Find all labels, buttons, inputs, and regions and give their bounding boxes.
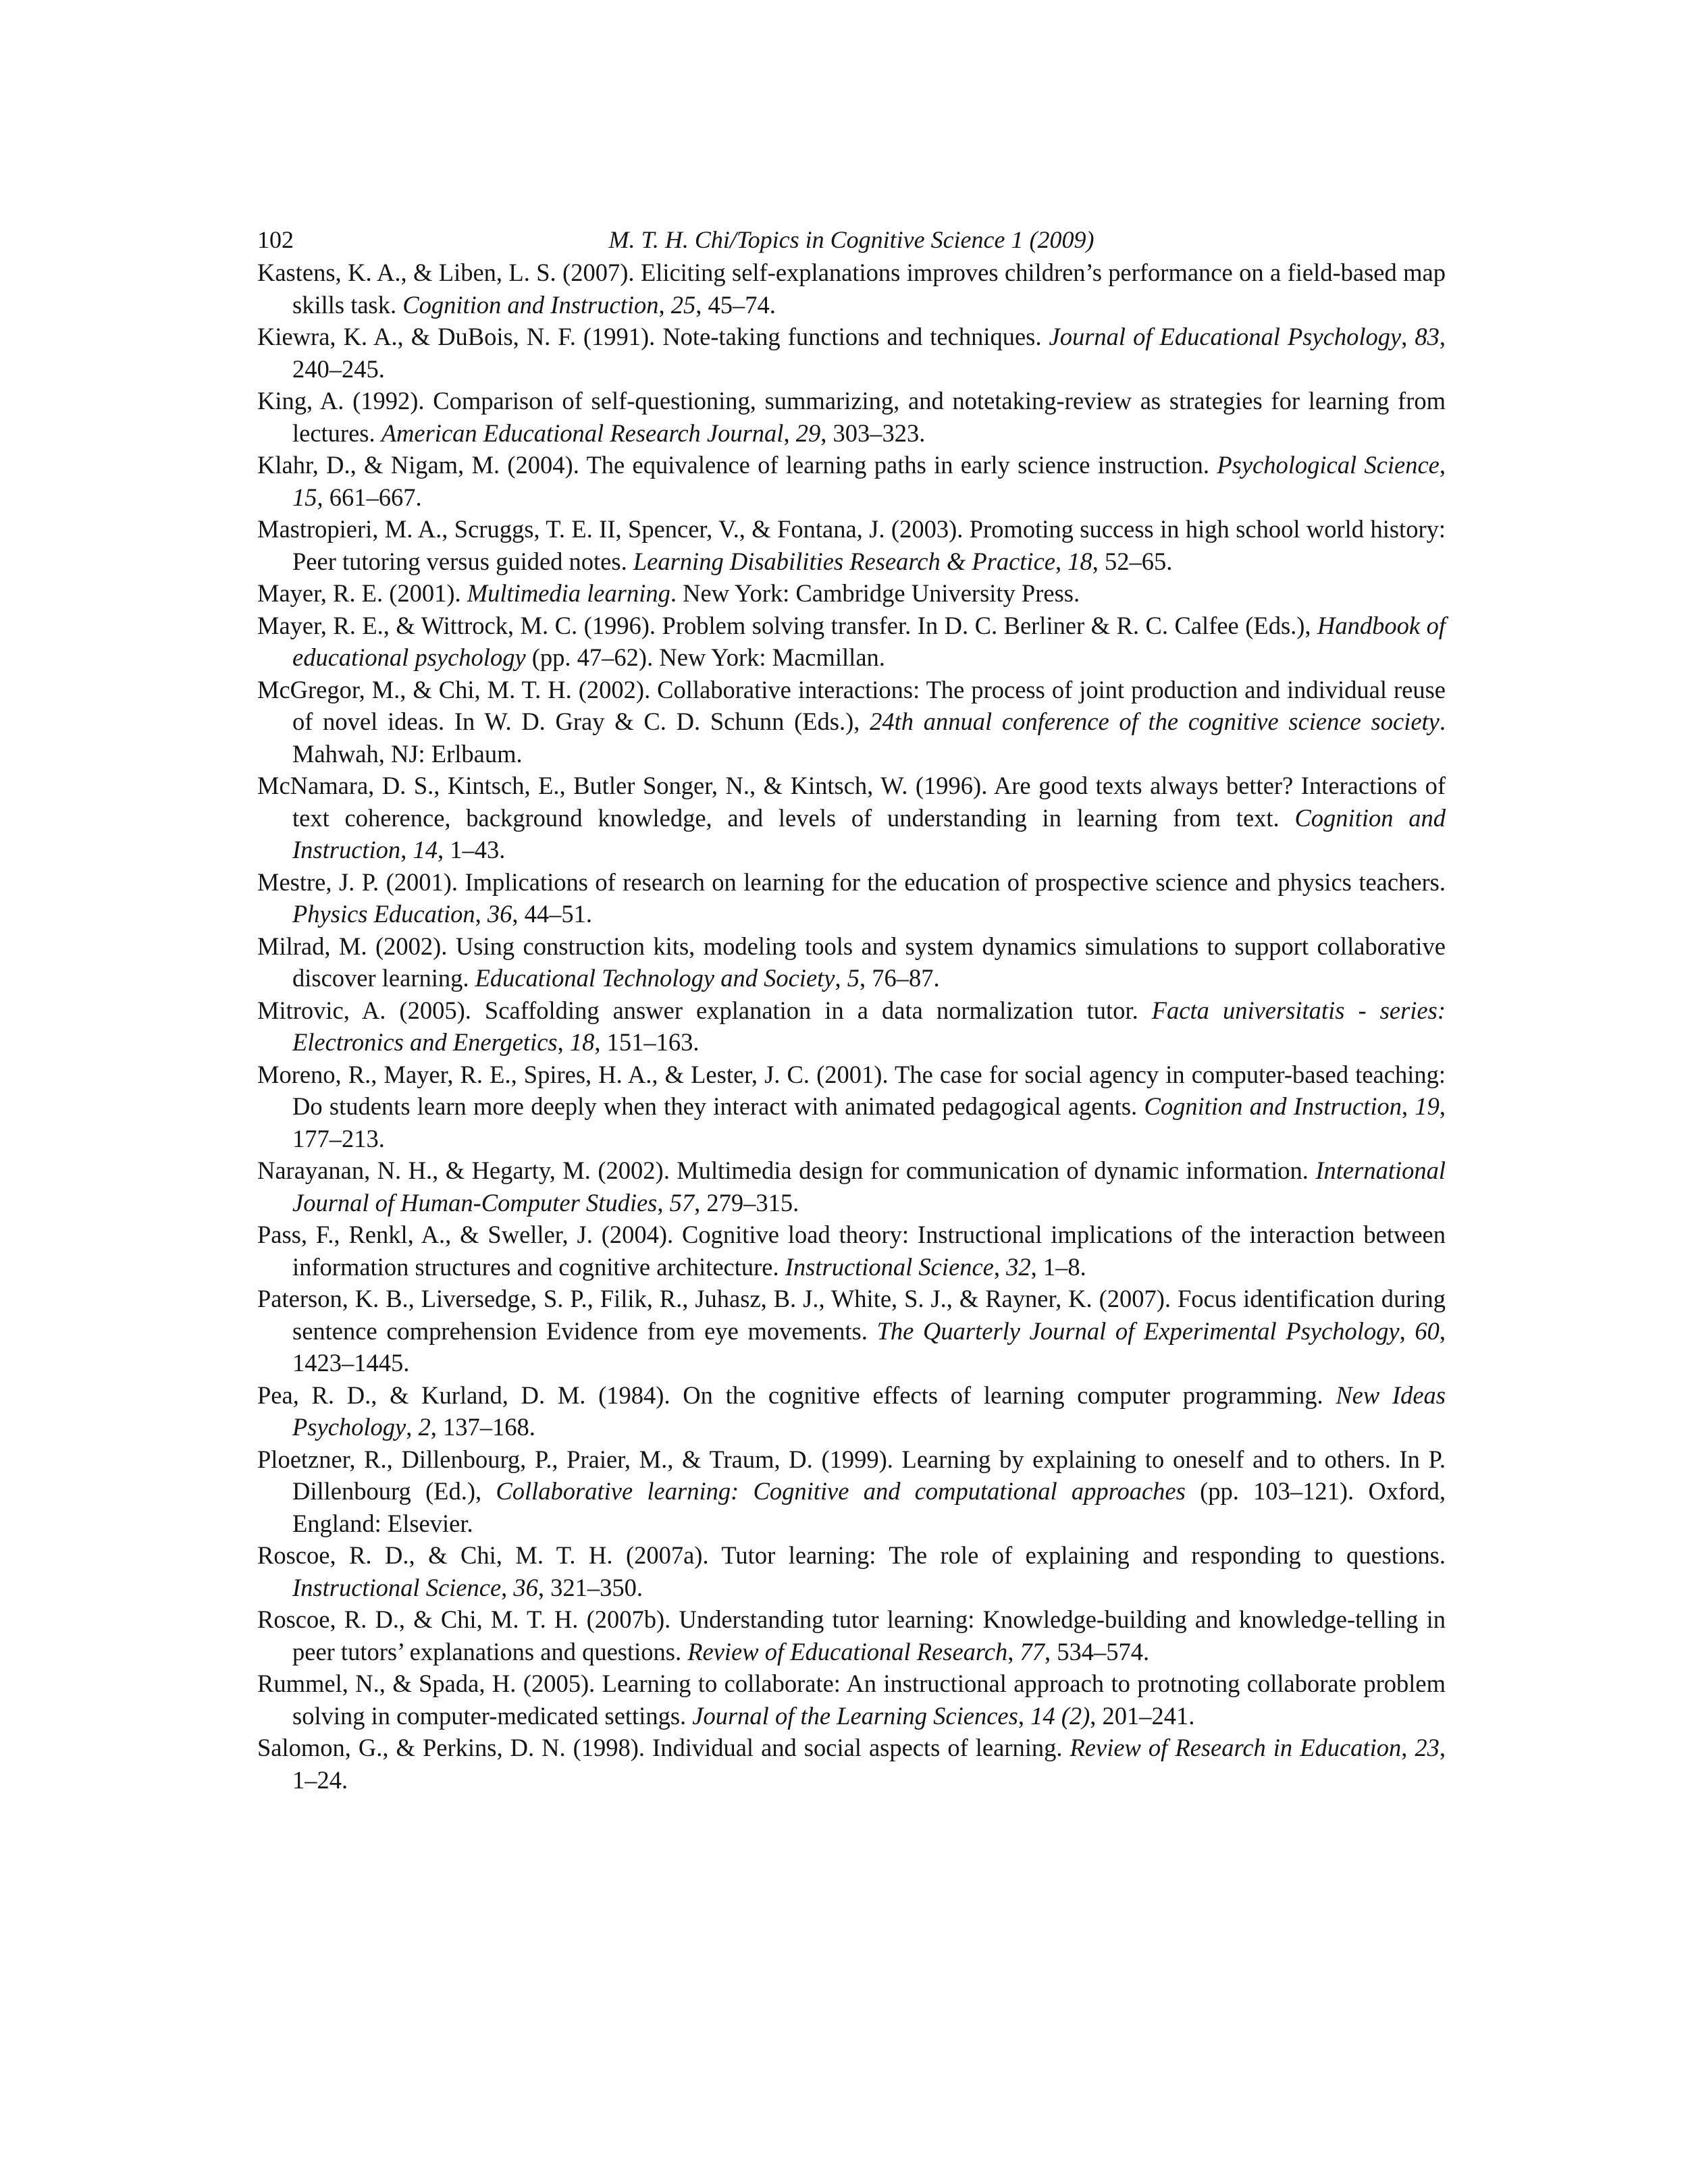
reference-volume: 15 <box>292 483 317 511</box>
reference-details: , 151–163. <box>594 1028 700 1056</box>
reference-text: Roscoe, R. D., & Chi, M. T. H. (2007a). Tutor learning: The role of explaining and responding to questions. <box>257 1541 1446 1569</box>
reference-source-title: Review of Educational Research <box>687 1637 1008 1666</box>
reference-entry <box>257 1283 1446 1379</box>
reference-entry <box>257 385 1446 449</box>
reference-entry <box>257 513 1446 577</box>
reference-volume: 2 <box>418 1413 431 1441</box>
reference-source-title: Educational Technology and Society <box>475 964 835 992</box>
reference-text: Pass, F., Renkl, A., & Sweller, J. (2004). Cognitive load theory: Instructional implications of the interaction between information structures and cognitive architecture. <box>257 1221 1446 1281</box>
reference-separator: , <box>1018 1701 1031 1730</box>
reference-separator: , <box>1439 451 1446 479</box>
reference-text: Mastropieri, M. A., Scruggs, T. E. II, Spencer, V., & Fontana, J. (2003). Promoting success in high school world history: Peer tutoring versus guided notes. <box>257 515 1446 575</box>
reference-separator: , <box>657 1188 670 1217</box>
reference-source-title: American Educational Research Journal <box>381 419 784 447</box>
reference-details: , 76–87. <box>860 964 940 992</box>
reference-entry <box>257 449 1446 513</box>
reference-volume: 14 (2) <box>1030 1701 1090 1730</box>
reference-source-title: The Quarterly Journal of Experimental Psychology <box>876 1316 1400 1345</box>
reference-entry <box>257 994 1446 1059</box>
reference-text: Roscoe, R. D., & Chi, M. T. H. (2007b). Understanding tutor learning: Knowledge-building and knowledge-telling in peer tutors’ explanations and questions. <box>257 1605 1446 1666</box>
reference-text: Kastens, K. A., & Liben, L. S. (2007). Eliciting self-explanations improves children’s performance on a field-based map skills task. <box>257 259 1446 319</box>
reference-text: Mayer, R. E., & Wittrock, M. C. (1996). Problem solving transfer. In D. C. Berliner & R. C. Calfee (Eds.), <box>257 611 1318 639</box>
reference-entry <box>257 930 1446 994</box>
reference-source-title: Learning Disabilities Research & Practice <box>633 547 1055 575</box>
reference-entry <box>257 1668 1446 1732</box>
reference-volume: 19 <box>1415 1092 1440 1120</box>
reference-text: Milrad, M. (2002). Using construction kits, modeling tools and system dynamics simulations to support collaborative discover learning. <box>257 932 1446 992</box>
reference-separator: , <box>993 1252 1007 1281</box>
reference-source-title: Cognition and Instruction <box>402 290 659 319</box>
reference-text: Mitrovic, A. (2005). Scaffolding answer explanation in a data normalization tutor. <box>257 996 1152 1024</box>
reference-volume: 18 <box>1067 547 1092 575</box>
reference-entry <box>257 1443 1446 1540</box>
reference-details: , 1–8. <box>1030 1252 1086 1281</box>
reference-source-title: Facta universitatis - series: Electronics and Energetics <box>292 996 1446 1056</box>
reference-details: . Mahwah, NJ: Erlbaum. <box>292 708 1446 768</box>
reference-text: McGregor, M., & Chi, M. T. H. (2002). Collaborative interactions: The process of joint production and individual reuse of novel ideas. In W. D. Gray & C. D. Schunn (Eds.), <box>257 675 1446 735</box>
reference-details: , 1423–1445. <box>292 1316 1446 1377</box>
reference-text: McNamara, D. S., Kintsch, E., Butler Songer, N., & Kintsch, W. (1996). Are good texts always better? Interactions of text coherence, background knowledge, and levels of understanding in learning from text. <box>257 772 1446 832</box>
reference-details: , 279–315. <box>694 1188 799 1217</box>
running-head <box>257 219 1446 260</box>
reference-details: , 240–245. <box>292 323 1446 383</box>
reference-separator: , <box>783 419 796 447</box>
reference-separator: , <box>1055 547 1068 575</box>
page-number: 102 <box>257 226 294 253</box>
reference-text: Mayer, R. E. (2001). <box>257 579 467 607</box>
reference-text: Pea, R. D., & Kurland, D. M. (1984). On the cognitive effects of learning computer programming. <box>257 1381 1336 1409</box>
reference-details: , 137–168. <box>430 1413 535 1441</box>
journal-title: M. T. H. Chi/Topics in Cognitive Science 1 (2009) <box>608 226 1094 253</box>
reference-entry <box>257 1603 1446 1668</box>
reference-entry <box>257 577 1446 610</box>
reference-volume: 18 <box>569 1028 595 1056</box>
reference-text: King, A. (1992). Comparison of self-questioning, summarizing, and notetaking-review as strategies for learning from lectures. <box>257 387 1446 447</box>
reference-source-title: Multimedia learning <box>467 579 670 607</box>
reference-separator: , <box>406 1413 419 1441</box>
reference-details: . New York: Cambridge University Press. <box>670 579 1080 607</box>
reference-text: Moreno, R., Mayer, R. E., Spires, H. A., & Lester, J. C. (2001). The case for social agency in computer-based teaching: Do students learn more deeply when they interact with animated pedagogical agents. <box>257 1060 1446 1120</box>
reference-source-title: Instructional Science <box>785 1252 994 1281</box>
reference-text: Paterson, K. B., Liversedge, S. P., Filik, R., Juhasz, B. J., White, S. J., & Rayner, K. (2007). Focus identification during sentence comprehension Evidence from eye movements. <box>257 1285 1446 1345</box>
reference-separator: , <box>1401 1734 1415 1761</box>
reference-entry <box>257 610 1446 674</box>
reference-details: , 661–667. <box>317 483 422 511</box>
reference-separator: , <box>501 1573 514 1601</box>
reference-source-title: 24th annual conference of the cognitive science society <box>870 708 1440 735</box>
reference-source-title: New Ideas Psychology <box>292 1381 1446 1441</box>
reference-details: , 52–65. <box>1092 547 1173 575</box>
reference-separator: , <box>1007 1637 1020 1666</box>
reference-text: Klahr, D., & Nigam, M. (2004). The equivalence of learning paths in early science instruction. <box>257 451 1217 479</box>
reference-details: , 177–213. <box>292 1092 1446 1152</box>
reference-list <box>257 257 1446 1796</box>
reference-separator: , <box>1401 323 1415 350</box>
reference-source-title: Cognition and Instruction <box>1144 1092 1402 1120</box>
reference-separator: , <box>658 290 671 319</box>
reference-entry <box>257 321 1446 385</box>
reference-source-title: International Journal of Human-Computer Studies <box>292 1156 1446 1217</box>
reference-details: , 45–74. <box>695 290 776 319</box>
reference-separator: , <box>835 964 847 992</box>
reference-entry <box>257 866 1446 930</box>
reference-separator: , <box>400 836 413 863</box>
reference-source-title: Cognition and Instruction <box>292 803 1446 863</box>
reference-source-title: Psychological Science <box>1217 451 1440 479</box>
reference-text: Mestre, J. P. (2001). Implications of research on learning for the education of prospective science and physics teachers. <box>257 868 1446 896</box>
reference-entry <box>257 1539 1446 1603</box>
reference-source-title: Journal of Educational Psychology <box>1049 323 1402 350</box>
reference-volume: 83 <box>1415 323 1440 350</box>
reference-details: (pp. 47–62). New York: Macmillan. <box>525 643 885 671</box>
reference-details: , 1–43. <box>437 836 506 863</box>
reference-source-title: Handbook of educational psychology <box>292 611 1446 671</box>
reference-volume: 60 <box>1415 1316 1440 1345</box>
reference-volume: 36 <box>487 900 512 928</box>
reference-entry <box>257 1219 1446 1283</box>
reference-entry <box>257 1154 1446 1219</box>
reference-details: (pp. 103–121). Oxford, England: Elsevier. <box>292 1477 1446 1537</box>
reference-volume: 29 <box>795 419 821 447</box>
reference-text: Salomon, G., & Perkins, D. N. (1998). Individual and social aspects of learning. <box>257 1734 1070 1761</box>
reference-details: , 44–51. <box>512 900 593 928</box>
reference-details: , 303–323. <box>820 419 926 447</box>
reference-separator: , <box>557 1028 570 1056</box>
reference-separator: , <box>1401 1092 1415 1120</box>
reference-source-title: Review of Research in Education <box>1070 1734 1402 1761</box>
reference-entry <box>257 1059 1446 1155</box>
reference-source-title: Instructional Science <box>292 1573 502 1601</box>
reference-volume: 14 <box>413 836 438 863</box>
reference-separator: , <box>475 900 487 928</box>
reference-source-title: Collaborative learning: Cognitive and computational approaches <box>496 1477 1186 1505</box>
reference-volume: 5 <box>847 964 860 992</box>
reference-volume: 77 <box>1020 1637 1045 1666</box>
reference-volume: 57 <box>669 1188 695 1217</box>
reference-text: Rummel, N., & Spada, H. (2005). Learning to collaborate: An instructional approach to protnoting collaborate problem solving in computer-medicated settings. <box>257 1670 1446 1730</box>
reference-volume: 32 <box>1006 1252 1031 1281</box>
reference-details: , 534–574. <box>1045 1637 1150 1666</box>
reference-text: Kiewra, K. A., & DuBois, N. F. (1991). Note-taking functions and techniques. <box>257 323 1049 350</box>
reference-volume: 36 <box>513 1573 538 1601</box>
reference-entry <box>257 674 1446 770</box>
reference-entry <box>257 1732 1446 1796</box>
reference-volume: 25 <box>670 290 696 319</box>
reference-details: , 321–350. <box>537 1573 643 1601</box>
reference-details: , 1–24. <box>292 1734 1446 1794</box>
reference-entry <box>257 257 1446 321</box>
reference-text: Ploetzner, R., Dillenbourg, P., Praier, M., & Traum, D. (1999). Learning by explaining to oneself and to others. In P. Dillenbourg (Ed.), <box>257 1445 1446 1505</box>
reference-text: Narayanan, N. H., & Hegarty, M. (2002). Multimedia design for communication of dynamic information. <box>257 1156 1316 1184</box>
reference-volume: 23 <box>1415 1734 1440 1761</box>
reference-entry <box>257 770 1446 866</box>
reference-source-title: Journal of the Learning Sciences <box>692 1701 1018 1730</box>
reference-entry <box>257 1379 1446 1443</box>
reference-source-title: Physics Education <box>292 900 475 928</box>
reference-separator: , <box>1399 1316 1415 1345</box>
reference-details: , 201–241. <box>1090 1701 1195 1730</box>
